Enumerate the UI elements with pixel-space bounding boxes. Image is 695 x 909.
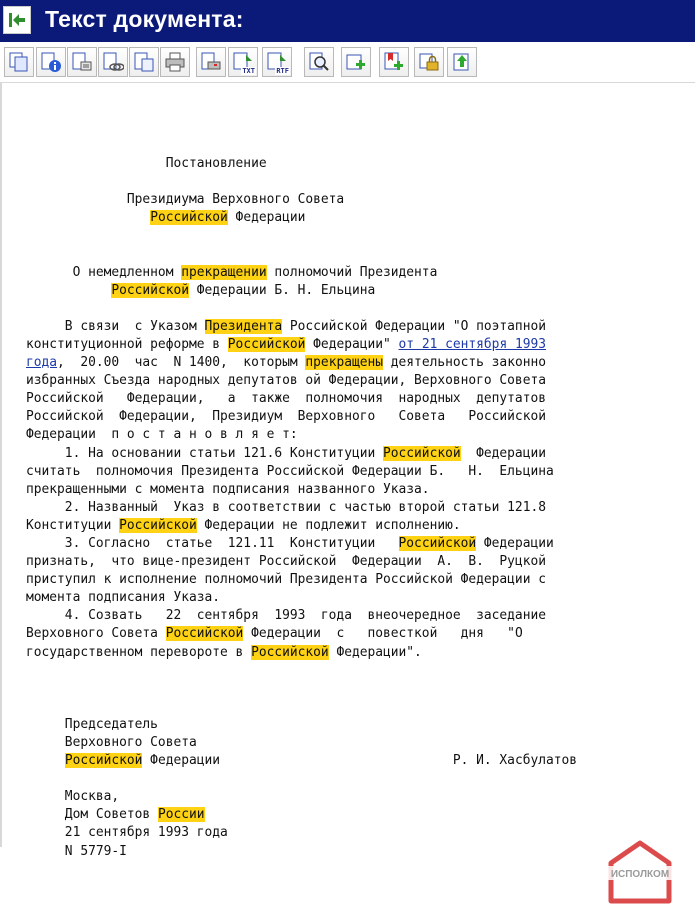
lock-folder-button[interactable] [414, 47, 444, 77]
document-line [26, 825, 228, 840]
text-run: Дом Советов [26, 807, 158, 823]
search-highlight: Российской [111, 282, 189, 298]
text-run: О немедленном [26, 264, 182, 280]
document-properties-button[interactable] [67, 47, 97, 77]
printer-icon [164, 51, 186, 73]
add-to-folder-icon [345, 51, 367, 73]
search-highlight: Российской [398, 535, 477, 551]
navigate-tree-button[interactable] [447, 47, 477, 77]
text-run: 21 сентября 1993 года [26, 825, 228, 841]
save-txt-button[interactable] [228, 47, 258, 77]
text-run: избранных Съезда народных депутатов ой Федерации, Верховного Совета [26, 373, 546, 389]
text-run [26, 210, 150, 225]
text-run: Федерации [476, 535, 554, 551]
search-highlight: прекращены [305, 355, 384, 371]
document-line [26, 645, 422, 660]
document-line [26, 626, 523, 641]
document-line [26, 319, 546, 334]
text-run: Федерации". [328, 644, 422, 660]
magnifier-icon [308, 51, 330, 73]
text-run: Верховного Совета [26, 735, 197, 750]
ispolkom-logo [605, 839, 675, 909]
search-highlight: Российской [383, 445, 461, 461]
document-line [26, 536, 554, 551]
text-run: 2. Названный Указ в соответствии с частью второй статьи 121.8 [26, 499, 546, 515]
document-line [26, 482, 430, 497]
document-line [26, 464, 554, 479]
print-preview-button[interactable] [196, 47, 226, 77]
edition-link-icon [102, 51, 124, 73]
document-line [26, 210, 305, 225]
text-run: Постановление [26, 156, 267, 171]
text-run: Президиума Верховного Совета [26, 192, 345, 208]
document-line [26, 192, 344, 207]
copy-icon [8, 51, 30, 73]
text-run: Верховного Совета [26, 626, 166, 642]
text-run: Федерации [460, 445, 546, 461]
back-button[interactable] [3, 6, 31, 34]
text-run [26, 753, 65, 768]
info-icon [40, 51, 62, 73]
document-props-icon [71, 51, 93, 73]
print-preview-icon [200, 51, 222, 73]
document-line [26, 265, 437, 280]
text-run: Председатель [26, 716, 158, 732]
txt-label: TXT [242, 67, 255, 75]
text-run: момента подписания Указа. [26, 590, 221, 606]
text-run: государственном перевороте в [26, 644, 252, 660]
back-arrow-icon [7, 11, 27, 29]
add-to-folder-button[interactable] [341, 47, 371, 77]
document-line [26, 337, 546, 352]
document-link[interactable]: от 21 сентября 1993 [398, 336, 547, 352]
text-run: Федерации Б. Н. Ельцина [188, 282, 376, 298]
text-run: прекращенными с момента подписания названного Указа. [26, 481, 430, 497]
document-line [26, 717, 158, 732]
search-button[interactable] [304, 47, 334, 77]
document-link[interactable]: года [26, 355, 58, 371]
text-run: Российской Федерации, а также полномочия народных депутатов [26, 391, 546, 407]
edition-link-button[interactable] [98, 47, 128, 77]
document-line [26, 156, 267, 171]
search-highlight: Российской [119, 517, 197, 533]
document-line [26, 446, 546, 461]
document-line [26, 283, 375, 298]
header-bar [0, 0, 695, 42]
save-rtf-button[interactable] [262, 47, 292, 77]
text-run: полномочий Президента [266, 264, 438, 280]
text-run: Федерации с повесткой дня "О [243, 626, 523, 642]
add-bookmark-button[interactable] [379, 47, 409, 77]
search-highlight: прекращении [181, 264, 267, 280]
search-highlight: Российской [64, 753, 143, 769]
document-line [26, 409, 546, 424]
document-line [26, 572, 546, 587]
search-highlight: Российской [227, 336, 306, 352]
toolbar [0, 42, 695, 83]
text-run: Федерации [227, 210, 306, 226]
search-highlight: Российской [165, 626, 244, 642]
compare-button[interactable] [129, 47, 159, 77]
document-text [26, 155, 577, 861]
document-line [26, 554, 546, 569]
text-run: Федерации" [305, 336, 399, 352]
document-line [26, 373, 546, 388]
search-highlight: России [157, 807, 205, 823]
document-area [0, 83, 695, 880]
document-line [26, 518, 461, 533]
text-run: N 5779-I [26, 843, 127, 859]
text-run: Москва, [26, 789, 120, 805]
text-run: деятельность законно [383, 355, 546, 371]
document-line [26, 753, 577, 768]
document-line [26, 608, 546, 623]
text-run: Федерации Р. И. Хасбулатов [142, 753, 578, 769]
rtf-label: RTF [276, 67, 289, 75]
print-button[interactable] [160, 47, 190, 77]
text-run: Конституции [26, 517, 120, 533]
text-run: признать, что вице-президент Российской Федерации А. В. Руцкой [26, 554, 546, 570]
document-line [26, 427, 298, 442]
document-line [26, 807, 205, 822]
lock-folder-icon [418, 51, 440, 73]
bookmark-add-icon [383, 51, 405, 73]
document-line [26, 355, 546, 370]
text-run: приступил к исполнение полномочий Президента Российской Федерации с [26, 572, 546, 588]
svg-text:ИСПОЛКОМ: ИСПОЛКОМ [610, 869, 670, 880]
tree-navigate-icon [451, 51, 473, 73]
text-run: считать полномочия Президента Российской Федерации Б. Н. Ельцина [26, 463, 554, 479]
text-run [26, 283, 111, 298]
text-run: конституционной реформе в [26, 336, 228, 352]
compare-icon [133, 51, 155, 73]
text-run: Федерации п о с т а н о в л я е т: [26, 427, 298, 443]
page-title: Текст документа: [45, 6, 244, 32]
document-line [26, 391, 546, 406]
search-highlight: Президента [204, 318, 283, 334]
text-run: 4. Созвать 22 сентября 1993 года внеочередное заседание [26, 608, 546, 624]
document-line [26, 844, 127, 859]
text-run: 1. На основании статьи 121.6 Конституции [26, 445, 383, 461]
text-run: В связи с Указом [26, 318, 205, 334]
text-run: , 20.00 час N 1400, которым [57, 355, 306, 371]
text-run: 3. Согласно статье 121.11 Конституции [26, 535, 399, 551]
document-line [26, 590, 220, 605]
text-run: Российской Федерации "О поэтапной [282, 318, 546, 334]
copy-button[interactable] [4, 47, 34, 77]
document-line [26, 789, 119, 804]
search-highlight: Российской [251, 644, 329, 660]
document-line [26, 500, 546, 515]
text-run: Российской Федерации, Президиум Верховного Совета Российской [26, 409, 546, 425]
document-line [26, 735, 197, 750]
info-button[interactable] [36, 47, 66, 77]
search-highlight: Российской [150, 210, 228, 226]
text-run: Федерации не подлежит исполнению. [196, 517, 461, 533]
